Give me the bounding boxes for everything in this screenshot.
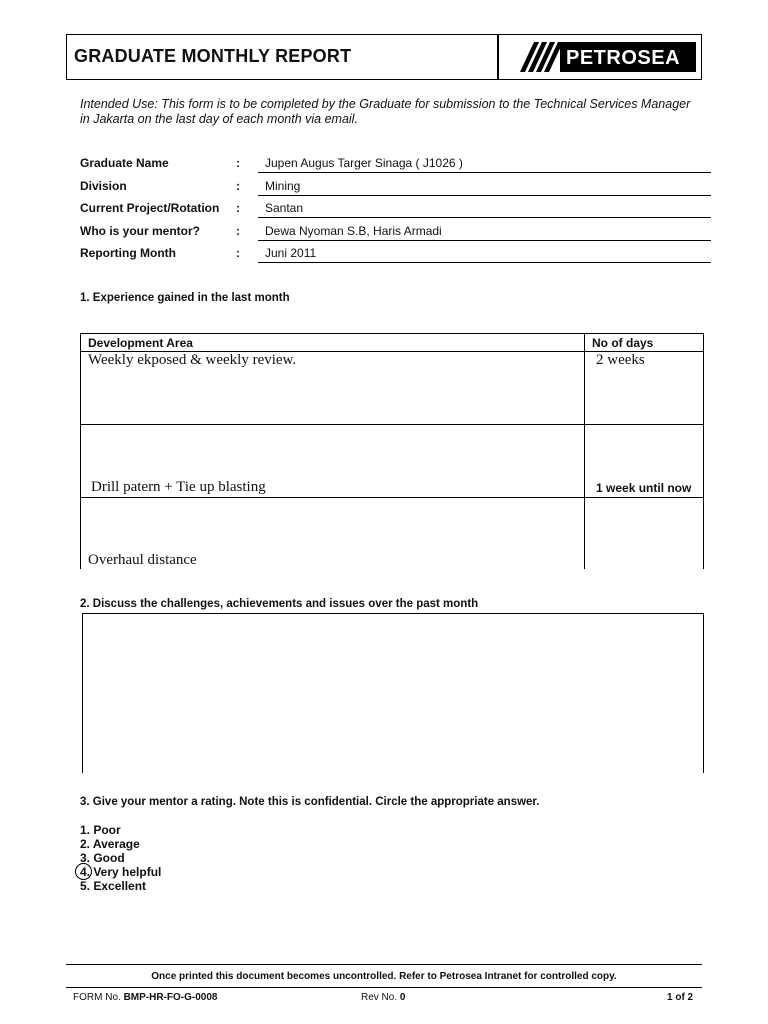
field-label-mentor: Who is your mentor?: [80, 224, 200, 238]
field-underline: [258, 172, 711, 173]
revision-value: 0: [399, 992, 406, 1003]
field-colon: :: [236, 224, 240, 238]
field-underline: [258, 217, 711, 218]
table-cell-area[interactable]: Drill patern + Tie up blasting: [91, 479, 266, 495]
table-border-left: [80, 333, 81, 569]
field-value-division[interactable]: Mining: [265, 179, 301, 193]
field-label-division: Division: [80, 179, 127, 193]
field-value-graduate-name[interactable]: Jupen Augus Targer Sinaga ( J1026 ): [265, 156, 463, 170]
rating-option-3[interactable]: 3. Good: [80, 851, 125, 865]
table-header-days: No of days: [592, 336, 654, 350]
challenges-textarea[interactable]: [83, 614, 703, 772]
page-number: 1 of 2: [667, 992, 694, 1003]
field-colon: :: [236, 246, 240, 260]
field-underline: [258, 262, 711, 263]
section-1-title: 1. Experience gained in the last month: [80, 292, 290, 304]
rating-option-2[interactable]: 2. Average: [80, 837, 140, 851]
field-value-reporting-month[interactable]: Juni 2011: [265, 246, 317, 260]
table-cell-area[interactable]: Overhaul distance: [88, 552, 197, 568]
table-column-divider: [584, 333, 585, 569]
field-label-graduate-name: Graduate Name: [80, 156, 169, 170]
footer-rule-bottom: [66, 987, 702, 988]
table-row-divider: [80, 497, 704, 498]
page-title: GRADUATE MONTHLY REPORT: [74, 46, 352, 66]
selected-rating-circle: [75, 863, 92, 880]
table-header-area: Development Area: [88, 336, 193, 350]
field-colon: :: [236, 179, 240, 193]
section-3-title: 3. Give your mentor a rating. Note this is confidential. Circle the appropriate answer.: [80, 796, 540, 808]
footer-rule-top: [66, 964, 702, 965]
revision-number: [361, 992, 405, 1003]
textbox-border-right: [703, 613, 704, 773]
field-label-reporting-month: Reporting Month: [80, 246, 176, 260]
logo-text: PETROSEA: [566, 47, 681, 69]
revision-label: Rev No.: [361, 992, 398, 1003]
rating-option-1[interactable]: 1. Poor: [80, 823, 121, 837]
field-value-project[interactable]: Santan: [265, 201, 304, 215]
section-2-title: 2. Discuss the challenges, achievements and issues over the past month: [80, 598, 479, 610]
header-divider: [497, 34, 499, 80]
field-value-mentor[interactable]: Dewa Nyoman S.B, Haris Armadi: [265, 224, 442, 238]
table-cell-area[interactable]: Weekly ekposed & weekly review.: [88, 352, 297, 368]
table-cell-days[interactable]: 1 week until now: [596, 481, 692, 495]
field-underline: [258, 195, 711, 196]
form-number-value: BMP-HR-FO-G-0008: [123, 992, 218, 1003]
form-number: [73, 992, 217, 1003]
table-border-top: [80, 333, 704, 334]
rating-option-5[interactable]: 5. Excellent: [80, 879, 147, 893]
table-border-right: [703, 333, 704, 569]
intended-use-text: Intended Use: This form is to be completed by the Graduate for submission to the Technical Services Manager in Jakarta on the last day of each month via email.: [80, 97, 691, 126]
rating-option-4[interactable]: 4. Very helpful: [80, 865, 162, 879]
field-colon: :: [236, 201, 240, 215]
table-row-divider: [80, 424, 704, 425]
field-underline: [258, 240, 711, 241]
footer-note: Once printed this document becomes uncontrolled. Refer to Petrosea Intranet for controlled copy.: [151, 971, 617, 982]
form-number-label: FORM No.: [73, 992, 121, 1003]
field-colon: :: [236, 156, 240, 170]
field-label-project: Current Project/Rotation: [80, 201, 220, 215]
table-cell-days[interactable]: 2 weeks: [596, 352, 645, 368]
